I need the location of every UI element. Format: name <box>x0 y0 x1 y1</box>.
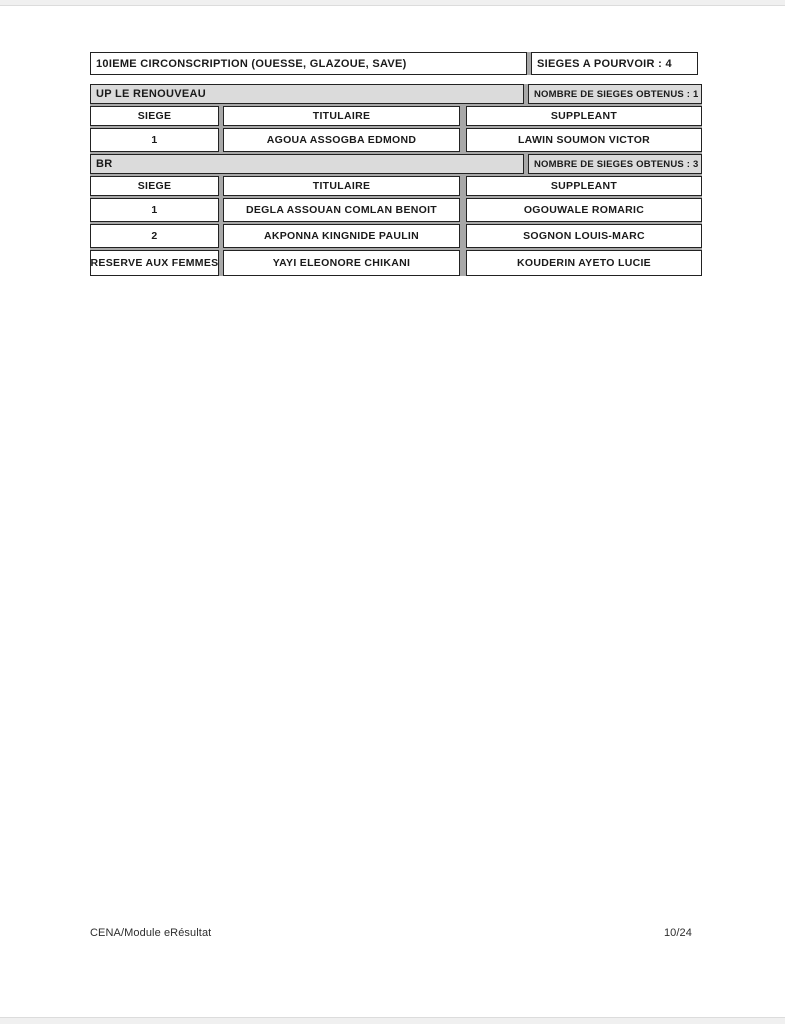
cell-titulaire: DEGLA ASSOUAN COMLAN BENOIT <box>223 198 460 222</box>
results-sections <box>90 84 702 276</box>
document-page <box>90 52 702 276</box>
page-footer <box>0 927 785 941</box>
cell-suppleant: SOGNON LOUIS-MARC <box>466 224 702 248</box>
column-header-row <box>90 176 702 196</box>
footer-app-label: CENA/Module eRésultat <box>90 927 212 939</box>
column-header-titulaire: TITULAIRE <box>223 176 460 196</box>
column-header-suppleant: SUPPLEANT <box>466 176 702 196</box>
column-header-titulaire: TITULAIRE <box>223 106 460 126</box>
cell-titulaire: AGOUA ASSOGBA EDMOND <box>223 128 460 152</box>
circonscription-header-row <box>90 52 698 75</box>
cell-titulaire: AKPONNA KINGNIDE PAULIN <box>223 224 460 248</box>
table-row <box>90 198 702 222</box>
party-name: UP LE RENOUVEAU <box>90 84 524 104</box>
seats-obtained-label: NOMBRE DE SIEGES OBTENUS : 3 <box>528 154 702 174</box>
party-header-row <box>90 154 702 174</box>
table-row <box>90 128 702 152</box>
sieges-a-pourvoir: SIEGES A POURVOIR : 4 <box>531 52 698 75</box>
party-header-row <box>90 84 702 104</box>
footer-page-number: 10/24 <box>663 927 692 939</box>
column-header-suppleant: SUPPLEANT <box>466 106 702 126</box>
cell-siege: RESERVE AUX FEMMES <box>90 250 219 276</box>
column-header-siege: SIEGE <box>90 176 219 196</box>
cell-titulaire: YAYI ELEONORE CHIKANI <box>223 250 460 276</box>
cell-siege: 1 <box>90 198 219 222</box>
column-header-row <box>90 106 702 126</box>
table-row <box>90 224 702 248</box>
viewer-edge-top <box>0 0 785 6</box>
column-header-siege: SIEGE <box>90 106 219 126</box>
table-row <box>90 250 702 276</box>
seats-obtained-label: NOMBRE DE SIEGES OBTENUS : 1 <box>528 84 702 104</box>
viewer-edge-bottom <box>0 1017 785 1024</box>
cell-siege: 1 <box>90 128 219 152</box>
cell-suppleant: KOUDERIN AYETO LUCIE <box>466 250 702 276</box>
party-name: BR <box>90 154 524 174</box>
cell-suppleant: OGOUWALE ROMARIC <box>466 198 702 222</box>
cell-siege: 2 <box>90 224 219 248</box>
cell-suppleant: LAWIN SOUMON VICTOR <box>466 128 702 152</box>
circonscription-title: 10IEME CIRCONSCRIPTION (OUESSE, GLAZOUE, SAVE) <box>90 52 527 75</box>
